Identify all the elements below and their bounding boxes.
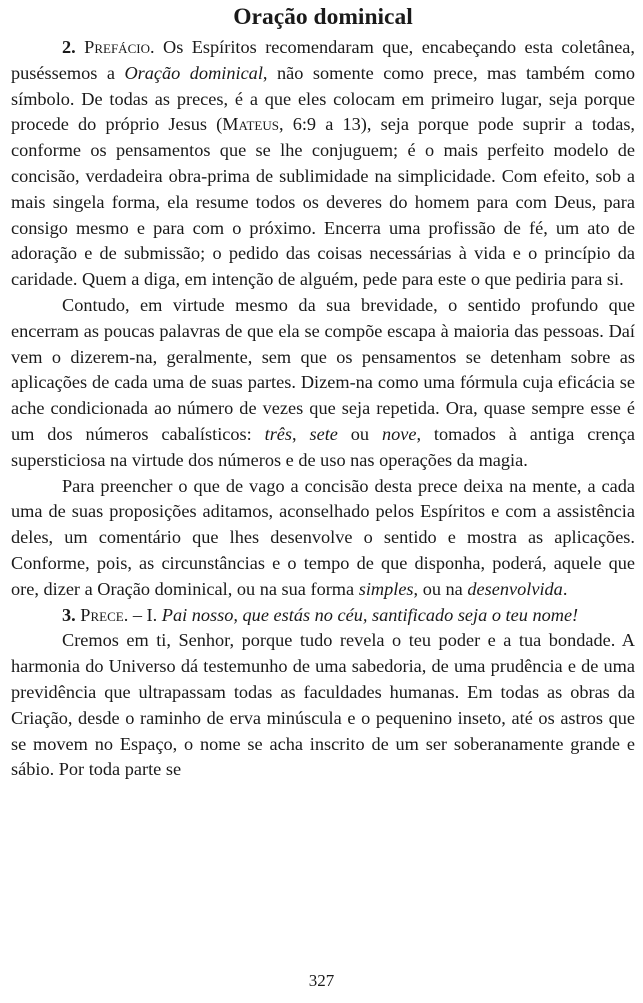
emphasis-text: sete: [309, 423, 338, 444]
emphasis-text: desenvolvida: [467, 578, 563, 599]
paragraph-text: Cremos em ti, Senhor, porque tudo revela o teu poder e a tua bondade. A harmonia do Universo dá testemunho de uma sabedoria, de uma prudência e de uma previdência que ultrapassam todas as faculdades humanas. Em todas as obras da Criação, desde o raminho de erva minúscula e o pequenino inseto, até os astros que se movem no Espaço, o nome se acha inscrito de um ser soberanamente grande e sábio. Por toda parte se: [11, 630, 635, 780]
bible-reference: Mateus: [222, 114, 279, 135]
section-heading: Prefácio: [84, 37, 150, 57]
paragraph-text: . – I.: [123, 604, 162, 625]
section-heading: Prece: [80, 604, 124, 625]
paragraph-prece: [11, 603, 635, 629]
paragraph-text: ,: [292, 423, 310, 444]
prayer-verse: Pai nosso, que estás no céu, santificado seja o teu nome!: [161, 604, 579, 625]
page-number: 327: [308, 971, 335, 990]
page-title: Oração dominical: [233, 4, 413, 30]
emphasis-text: simples: [358, 578, 414, 599]
paragraph-text: , 6:9 a 13), seja porque pode suprir a todas, conforme os pensamentos que se lhe conjuguem; é o mais perfeito modelo de concisão, verdadeira obra-prima de sublimidade na simplicidade. Com efeito, sob a mais singela forma, ela resume todos os deveres do homem para com Deus, para consigo mesmo e para com o próximo. Encerra uma profissão de fé, um ato de adoração e de submissão; o pedido das coisas necessárias à vida e o princípio da caridade. Quem a diga, em intenção de alguém, pede para este o que pediria para si.: [11, 114, 635, 290]
paragraph-text: ou: [337, 423, 382, 444]
emphasis-text: nove: [381, 423, 417, 444]
paragraph-text: , ou na: [413, 578, 468, 599]
paragraph-cremos: [11, 628, 635, 783]
paragraph-text: . Os Espíritos recomendaram que, encabeçando esta coletânea, puséssemos a: [11, 37, 635, 83]
paragraph-text: , não somente como prece, mas também como símbolo. De todas as preces, é a que eles colocam em primeiro lugar, seja porque procede do próprio Jesus (: [11, 62, 635, 135]
paragraph-text: , tomados à antiga crença supersticiosa na virtude dos números e de uso nas operações da magia.: [11, 423, 635, 470]
emphasis-text: três: [264, 423, 293, 444]
paragraph-text: Para preencher o que de vago a concisão desta prece deixa na mente, a cada uma de suas proposições aditamos, aconselhado pelos Espíritos e com a assistência deles, um comentário que lhes desenvolve o sentido e mostra as aplicações. Conforme, pois, as circunstâncias e o tempo de que disponha, poderá, aquele que ore, dizer a Oração dominical, ou na sua forma: [11, 475, 635, 599]
paragraph-text: .: [562, 578, 568, 599]
paragraph-text: Contudo, em virtude mesmo da sua brevidade, o sentido profundo que encerram as poucas palavras de que ela se compõe escapa à maioria das pessoas. Daí vem o dizerem-na, geralmente, sem que os pensamentos se detenham sobre as aplicações de cada uma de suas partes. Dizem-na como uma fórmula cuja eficácia se ache condicionada ao número de vezes que seja repetida. Ora, quase sempre esse é um dos números cabalísticos:: [11, 294, 635, 444]
paragraph-preencher: [11, 474, 635, 603]
section-number: 3.: [62, 604, 76, 625]
paragraph-contudo: [11, 293, 635, 474]
section-number: 2.: [62, 37, 76, 57]
page-body: [11, 0, 635, 783]
paragraph-prefacio: [11, 35, 635, 293]
emphasis-text: Oração dominical: [124, 62, 263, 83]
